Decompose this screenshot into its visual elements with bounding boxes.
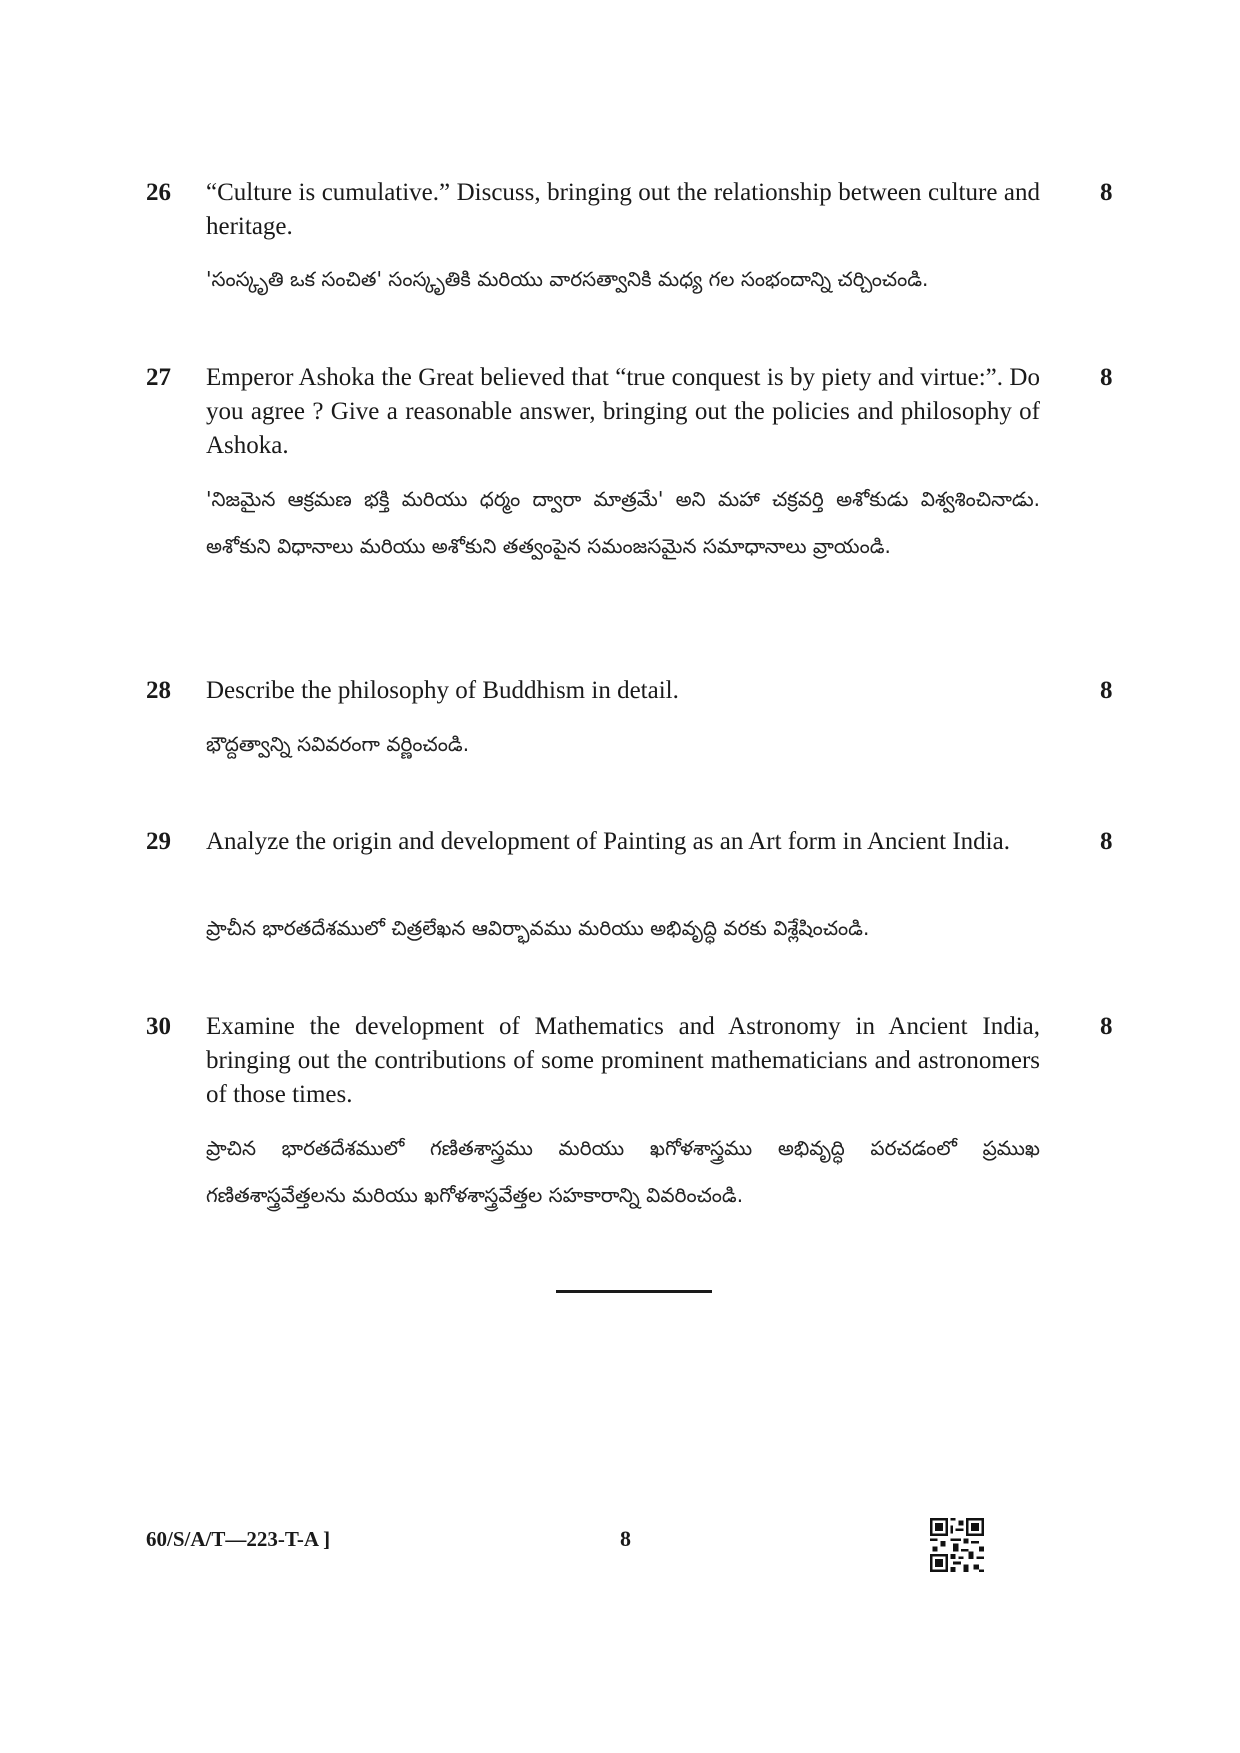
qr-code-icon [930, 1518, 984, 1572]
question-telugu-translation: 'సంస్కృతి ఒక సంచిత' సంస్కృతికి మరియు వారసత్వానికి మధ్య గల సంభందాన్ని చర్చించండి. [206, 267, 929, 291]
question-text: Examine the development of Mathematics and Astronomy in Ancient India, bringing out the contributions of some prominent mathematicians and astronomers of those times. [206, 1013, 1040, 1108]
question-telugu-translation: ప్రాచిన భారతదేశములో గణితశాస్త్రము మరియు ఖగోళశాస్త్రము అభివృద్ధి పరచడంలో ప్రముఖ గణితశాస్త్రవేత్తలను మరియు ఖగోళశాస్త్రవేత్తల సహకారాన్ని వివరించండి. [206, 1136, 1040, 1207]
question-number: 27 [146, 364, 171, 391]
question-telugu-translation: భౌద్దత్వాన్ని సవివరంగా వర్ణించండి. [206, 732, 470, 756]
question-number: 28 [146, 677, 171, 704]
question-telugu-translation: 'నిజమైన ఆక్రమణ భక్తి మరియు ధర్మం ద్వారా మాత్రమే' అని మహా చక్రవర్తి అశోకుడు విశ్వశించినాడు. అశోకుని విధానాలు మరియు అశోకుని తత్వంపైన సమంజసమైన సమాధానాలు వ్రాయండి. [206, 487, 1040, 558]
question-text: Describe the philosophy of Buddhism in detail. [206, 677, 679, 704]
question-marks: 8 [1100, 179, 1113, 206]
question-telugu-translation: ప్రాచీన భారతదేశములో చిత్రలేఖన ఆవిర్భావము మరియు అభివృద్ధి వరకు విశ్లేషించండి. [206, 916, 870, 940]
question-text: Emperor Ashoka the Great believed that “true conquest is by piety and virtue:”. Do you agree ? Give a reasonable answer, bringing out the policies and philosophy of Ashoka. [206, 364, 1040, 459]
question-marks: 8 [1100, 828, 1113, 855]
end-of-paper-rule [556, 1290, 712, 1293]
question-number: 30 [146, 1013, 171, 1040]
question-marks: 8 [1100, 677, 1113, 704]
question-text: Analyze the origin and development of Painting as an Art form in Ancient India. [206, 828, 1010, 855]
question-marks: 8 [1100, 364, 1113, 391]
question-number: 29 [146, 828, 171, 855]
question-number: 26 [146, 179, 171, 206]
question-marks: 8 [1100, 1013, 1113, 1040]
paper-code: 60/S/A/T—223-T-A ] [146, 1527, 331, 1551]
page-number: 8 [620, 1526, 631, 1551]
question-text: “Culture is cumulative.” Discuss, bringing out the relationship between culture and heritage. [206, 179, 1040, 240]
